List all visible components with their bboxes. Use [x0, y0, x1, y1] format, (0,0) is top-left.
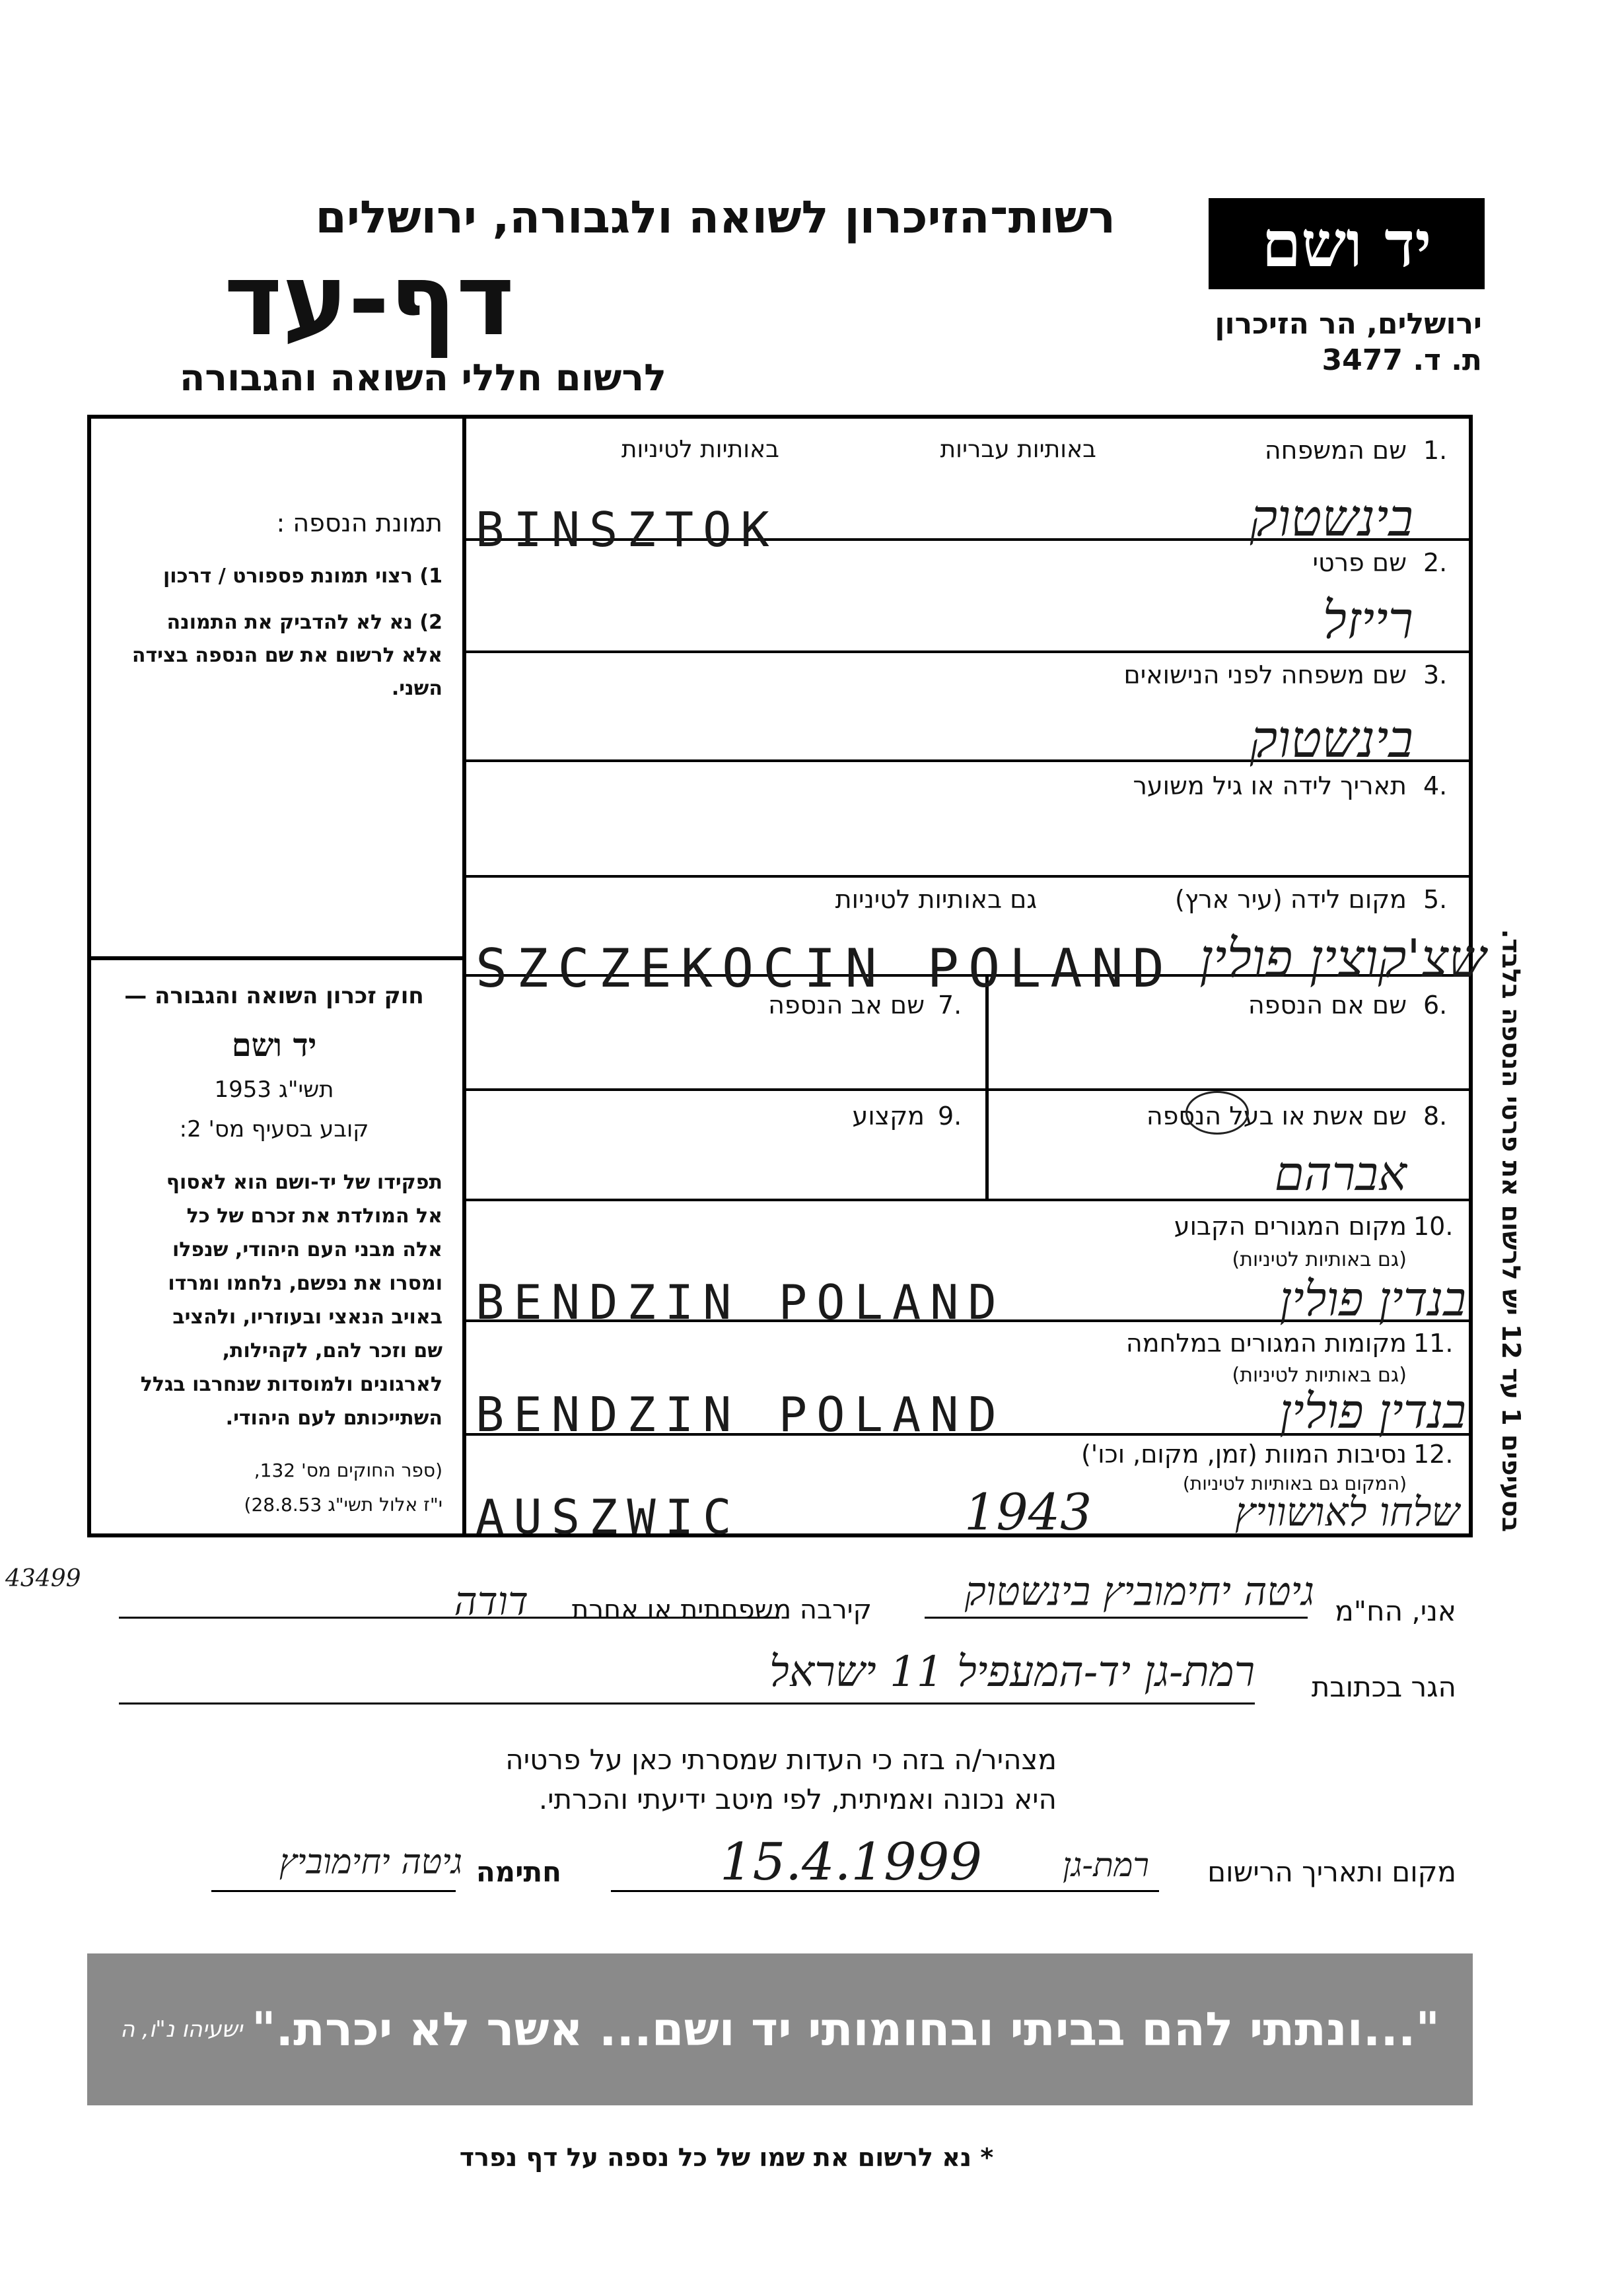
field10-value-hebrew[interactable]: בנדין פולין: [1279, 1271, 1466, 1327]
row-line: [462, 875, 1473, 878]
field2-value-hebrew[interactable]: רייזל: [1322, 591, 1413, 650]
declarant-label: אני, הח"מ: [1335, 1595, 1456, 1627]
field7-number: 7.: [938, 991, 962, 1020]
field8-value-hebrew[interactable]: אברהם: [1274, 1146, 1407, 1201]
place-value[interactable]: רמת-גן: [1063, 1846, 1149, 1884]
field10-value-latin[interactable]: BENDZIN POLAND: [476, 1275, 1006, 1330]
field2-number: 2.: [1423, 548, 1448, 577]
photo-box-item1: 1) רצוי תמונת פספורט / דרכון: [162, 565, 442, 588]
margin-number: 43499: [5, 1565, 81, 1592]
field1-label: שם המשפחה: [1264, 436, 1407, 465]
field11-label: מקומות המגורים במלחמה: [1125, 1329, 1407, 1358]
place-date-label: מקום ותאריך הרישום: [1207, 1856, 1456, 1888]
relation-value[interactable]: דודה: [454, 1578, 528, 1625]
law-body-line: שם וזכר להם, לקהילות,: [222, 1339, 442, 1362]
col-heading-latin: באותיות לטיניות: [621, 436, 779, 463]
field5-label: מקום לידה (עיר ארץ): [1175, 885, 1407, 914]
field12-value-hebrew[interactable]: שלחו לאושוויץ: [1234, 1489, 1460, 1535]
address-line-2: ת. ד. 3477: [1322, 343, 1482, 377]
authority-title: רשות־הזיכרון לשואה ולגבורה, ירושלים: [315, 192, 1115, 244]
photo-box-divider: [87, 956, 464, 960]
law-line1: חוק זכרון השואה והגבורה —: [124, 983, 424, 1009]
row-line: [462, 1088, 1473, 1091]
quote-banner: [87, 1953, 1473, 2105]
field1-value-latin[interactable]: BINSZTOK: [476, 502, 779, 557]
field12-value-year[interactable]: 1943: [964, 1483, 1092, 1541]
field11-sub: (גם באותיות לטיניות): [1232, 1364, 1407, 1387]
declarant-name[interactable]: גיטה יחימוביץ בינשטוק: [964, 1568, 1314, 1615]
field5-value-latin[interactable]: SZCZEKOCIN POLAND: [476, 938, 1174, 999]
yad-vashem-logo: [1209, 198, 1485, 289]
field5-value-hebrew[interactable]: שצ'קוצין פולין: [1199, 928, 1486, 989]
field4-input[interactable]: [476, 806, 1460, 865]
address-value[interactable]: רמת-גן יד-המעפיל 11 ישראל: [769, 1648, 1255, 1697]
field8-label: שם אשת או בעל הנספה: [1146, 1102, 1407, 1131]
signature-label: חתימה: [476, 1856, 561, 1888]
field11-value-latin[interactable]: BENDZIN POLAND: [476, 1387, 1006, 1442]
law-ref2: י"ז אלול תשי"ג 28.8.53): [244, 1494, 442, 1516]
field9-label: מקצוע: [852, 1102, 925, 1131]
form-subtitle: לרשום חללי השואה והגבורה: [179, 357, 666, 400]
field10-number: 10.: [1413, 1212, 1454, 1241]
law-body-line: ומסרו את נפשם, נלחמו ומרדו: [168, 1272, 442, 1295]
field10-sub: (גם באותיות לטיניות): [1232, 1248, 1407, 1271]
field3-value-hebrew[interactable]: בינשטוק: [1250, 710, 1413, 769]
field11-value-hebrew[interactable]: בנדין פולין: [1279, 1384, 1466, 1439]
field2-label: שם פרטי: [1312, 548, 1407, 577]
side-note: בסעיפים 1 עד 12 יש לרשום את פרטי הנספה בלבד.: [1497, 929, 1526, 1532]
field8-number: 8.: [1423, 1102, 1448, 1131]
law-body-line: השתייכותם לעם היהודי.: [225, 1407, 442, 1430]
field12-sub: (המקום גם באותיות לטיניות): [1182, 1473, 1407, 1494]
statement-line1: מצהיר/ה בזה כי העדות שמסרתי כאן על פרטיה: [505, 1743, 1057, 1776]
field11-number: 11.: [1413, 1329, 1454, 1358]
field12-number: 12.: [1413, 1440, 1454, 1469]
declarant-underline-2: [925, 1617, 1308, 1619]
law-line4: קובע בסעיף מס' 2:: [179, 1116, 369, 1142]
field4-number: 4.: [1423, 771, 1448, 800]
law-body-line: תפקידו של יד-ושם הוא לאסוף: [166, 1171, 442, 1194]
photo-box-heading: תמונת הנספה :: [276, 509, 442, 538]
field3-label: שם משפחה לפני הנישואים: [1123, 660, 1407, 689]
signature-value[interactable]: גיטה יחימוביץ: [279, 1843, 462, 1882]
quote-source: ישעיהו נ"ו, ה: [120, 2016, 243, 2043]
address-underline: [119, 1703, 1255, 1704]
law-ref1: (ספר החוקים מס' 132,: [254, 1459, 442, 1481]
photo-box-item2-l2: אלא לרשום את שם הנספה בצידה: [131, 644, 442, 667]
logo-text: יד ושם: [1261, 206, 1432, 281]
law-body-line: אל המולדת את זכרם של כל: [186, 1205, 442, 1228]
field5-sub: גם באותיות לטיניות: [835, 885, 1037, 914]
field12-label: נסיבות המוות (זמן, מקום, וכו'): [1080, 1440, 1407, 1469]
field12-value-latin[interactable]: AUSZWIC: [476, 1489, 741, 1545]
field3-number: 3.: [1423, 660, 1448, 689]
photo-box-item2-l3: השני.: [391, 677, 442, 700]
law-body-line: לארגונים ולמוסדות שנחרבו בגלל: [140, 1373, 442, 1396]
law-body-line: באויב הנאצי ובעוזריו, ולהציב: [172, 1306, 442, 1329]
footer-note: * נא לרשום את שמו של כל נספה על דף נפרד: [459, 2143, 994, 2172]
circle-mark: [1185, 1091, 1249, 1135]
row-line: [462, 650, 1473, 653]
field7-label: שם אב הנספה: [768, 991, 925, 1020]
field9-number: 9.: [938, 1102, 962, 1131]
photo-box-item2-l1: 2) נא לא להדביק את התמונה: [166, 611, 442, 634]
law-line3: תשי"ג 1953: [214, 1076, 334, 1103]
field1-value-hebrew[interactable]: בינשטוק: [1250, 489, 1413, 548]
field1-number: 1.: [1423, 436, 1448, 465]
split-line: [985, 974, 989, 1199]
form-title: דף-עד: [224, 243, 514, 358]
quote-text: "...ונתתי להם בביתי ובחומותי יד ושם... אשר לא יכרת.": [252, 2002, 1440, 2056]
field6-number: 6.: [1423, 991, 1448, 1020]
date-value[interactable]: 15.4.1999: [720, 1833, 982, 1892]
law-line2: יד ושם: [231, 1027, 317, 1064]
law-body-line: אלה מבני העם היהודי, שנפלו: [172, 1238, 442, 1261]
col-heading-hebrew: באותיות עבריות: [940, 436, 1096, 463]
address-label: הגר בכתובת: [1311, 1671, 1456, 1703]
relation-label: קירבה משפחתית או אחרת: [571, 1595, 872, 1625]
signature-underline: [211, 1890, 456, 1892]
field4-label: תאריך לידה או גיל משוער: [1133, 771, 1407, 800]
field10-label: מקום המגורים הקבוע: [1174, 1212, 1407, 1241]
field5-number: 5.: [1423, 885, 1448, 914]
law-body: [106, 1166, 442, 1435]
address-line-1: ירושלים, הר הזיכרון: [1215, 307, 1482, 341]
field6-label: שם אם הנספה: [1248, 991, 1407, 1020]
statement-line2: היא נכונה ואמיתית, לפי מיטב ידיעתי והכרתי.: [538, 1783, 1057, 1815]
